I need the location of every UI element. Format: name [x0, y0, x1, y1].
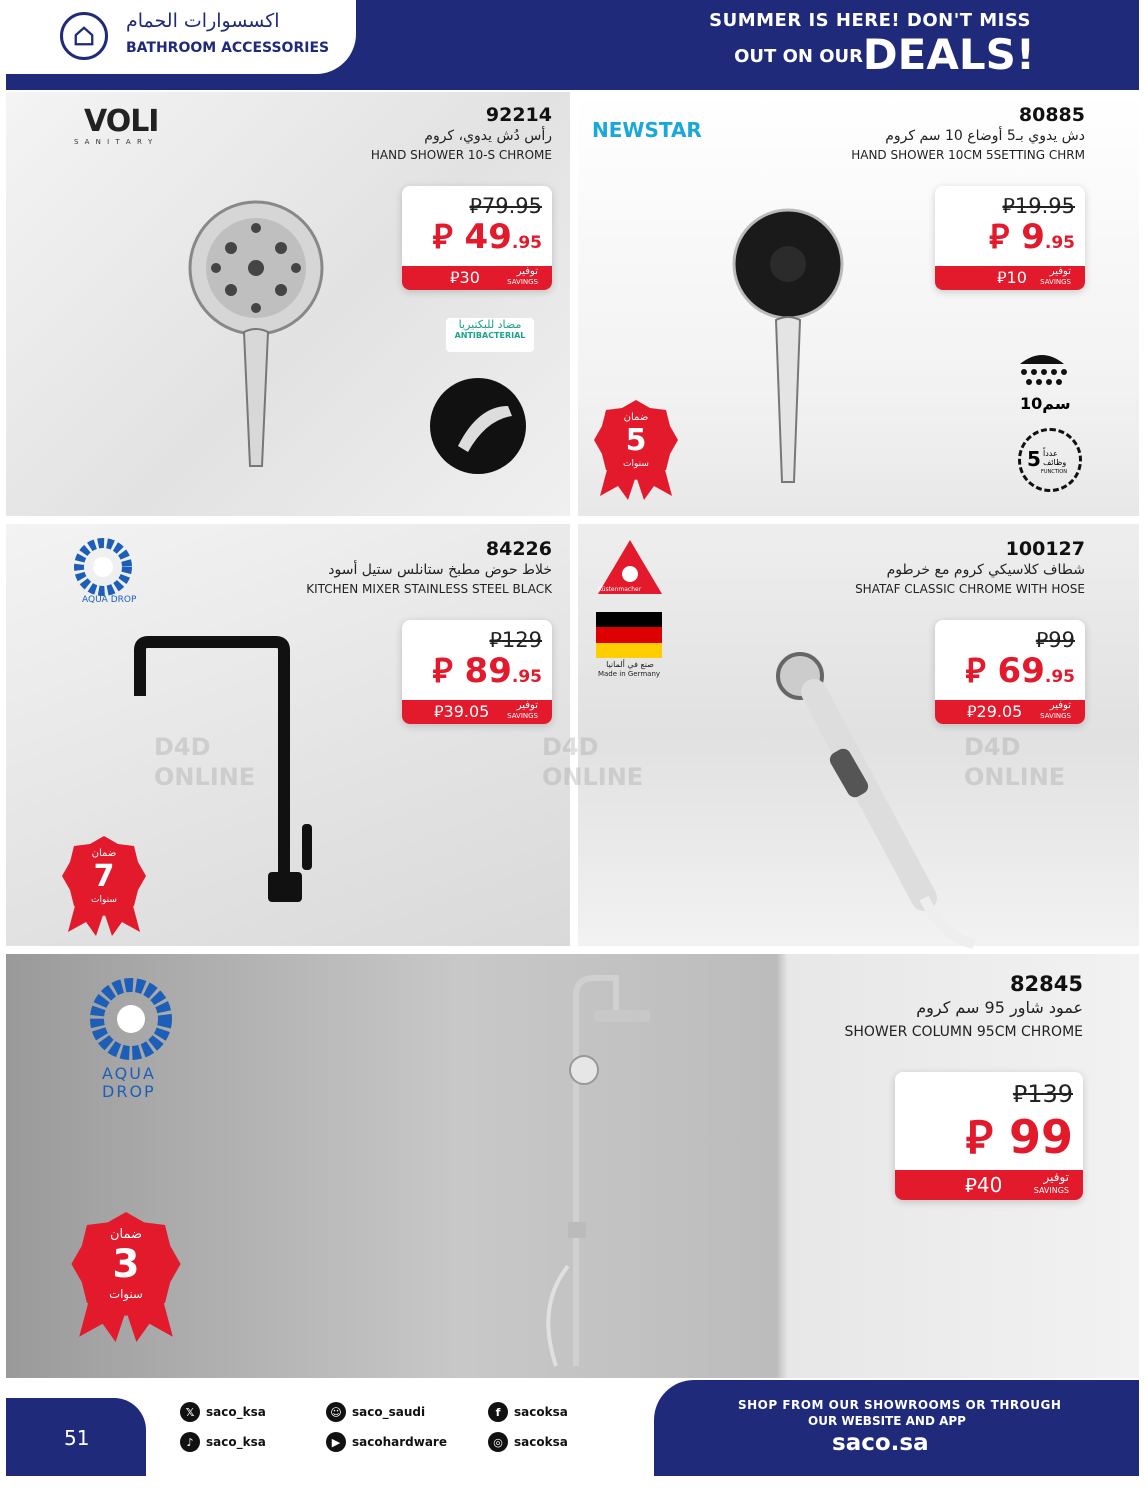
savings-label-en: SAVINGS [1033, 1186, 1069, 1195]
old-price: ⃁129 [489, 628, 542, 652]
social-handle: sacoksa [514, 1405, 568, 1419]
product-name-ar: رأس دُش يدوي، كروم [424, 128, 552, 144]
watermark: D4D ONLINE [964, 733, 1066, 791]
warranty-label-bottom: سنوات [623, 459, 649, 469]
hand-shower-image [728, 210, 848, 490]
warranty-number: 5 [625, 423, 647, 458]
savings-label-ar: توفير [1049, 700, 1071, 711]
social-handle: saco_ksa [206, 1405, 266, 1419]
savings-bar [895, 1170, 1083, 1200]
product-card-82845[interactable] [6, 954, 1139, 1378]
promo-line-2: OUT ON OUR [734, 46, 863, 67]
product-card-80885[interactable] [578, 92, 1139, 516]
product-sku: 82845 [1009, 972, 1083, 996]
functions-ar: عدداً وظائف [1043, 449, 1067, 467]
aqua-drop-logo [90, 978, 172, 1060]
website-link[interactable]: saco.sa [832, 1430, 929, 1456]
product-name-en: KITCHEN MIXER STAINLESS STEEL BLACK [306, 582, 552, 596]
category-title-en: BATHROOM ACCESSORIES [126, 40, 330, 56]
savings-label-en: SAVINGS [507, 278, 538, 286]
functions-en: FUNCTION [1041, 469, 1067, 475]
product-name-en: SHOWER COLUMN 95CM CHROME [844, 1024, 1083, 1040]
home-icon[interactable] [60, 12, 108, 60]
new-price: ⃁ 9.95 [989, 217, 1075, 257]
savings-bar [935, 266, 1085, 290]
drop-text: DROP [102, 1082, 156, 1101]
functions-number: 5 [1027, 447, 1041, 471]
product-card-100127[interactable] [542, 524, 1139, 946]
savings-label-ar: توفير [1043, 1170, 1069, 1184]
social-x[interactable] [180, 1402, 266, 1422]
savings-amount: ⃁29.05 [967, 702, 1023, 721]
social-handle: sacoksa [514, 1435, 568, 1449]
price-card [402, 620, 552, 724]
brand-voli-logo: VOLI [84, 104, 159, 139]
price-card [935, 186, 1085, 290]
old-price: ⃁99 [1035, 628, 1075, 652]
new-price: ⃁ 49.95 [432, 217, 542, 257]
savings-bar [402, 700, 552, 724]
made-in-en: Made in Germany [597, 670, 661, 678]
antibacterial-badge [446, 318, 534, 352]
social-handle: sacohardware [352, 1435, 447, 1449]
price-card [935, 620, 1085, 724]
savings-label-ar: توفير [516, 266, 538, 277]
brand-voli-sub: S A N I T A R Y [74, 138, 155, 146]
promo-deals: DEALS! [862, 30, 1035, 79]
kustenmacher-label: Küstenmacher [598, 586, 642, 593]
aqua-drop-logo [76, 540, 130, 594]
warranty-3-years-badge [66, 1212, 186, 1342]
price-card [895, 1072, 1083, 1200]
product-card-84226[interactable] [6, 524, 570, 946]
warranty-label-top: ضمان [91, 848, 117, 859]
product-card-92214[interactable] [6, 92, 570, 516]
product-name-en: HAND SHOWER 10-S CHROME [370, 148, 552, 162]
functions-gear-icon [1018, 428, 1082, 492]
warranty-number: 3 [112, 1242, 140, 1287]
savings-amount: ⃁10 [997, 268, 1027, 287]
warranty-number: 7 [93, 859, 115, 894]
social-instagram[interactable] [488, 1432, 568, 1452]
product-sku: 84226 [485, 538, 552, 560]
savings-label-ar: توفير [516, 700, 538, 711]
facebook-icon: f [488, 1402, 508, 1422]
warranty-5-years-badge [594, 400, 678, 500]
antibacterial-en: ANTIBACTERIAL [454, 331, 526, 340]
tiktok-icon: ♪ [180, 1432, 200, 1452]
promo-line-1: SUMMER IS HERE! DON'T MISS [709, 10, 1031, 31]
warranty-7-years-badge [62, 836, 146, 936]
warranty-label-bottom: سنوات [91, 895, 117, 905]
instagram-icon: ◎ [488, 1432, 508, 1452]
old-price: ⃁19.95 [1002, 194, 1075, 218]
made-in-ar: صنع في ألمانيا [606, 660, 654, 669]
antibacterial-ar: مضاد للبكتيريا [458, 318, 522, 331]
aqua-text: AQUA [102, 1064, 156, 1083]
new-price: ⃁ 89.95 [432, 651, 542, 691]
watermark: D4D ONLINE [542, 733, 644, 791]
savings-amount: ⃁30 [450, 268, 480, 287]
product-name-ar: دش يدوي بـ5 أوضاع 10 سم كروم [885, 128, 1085, 144]
product-name-ar: عمود شاور 95 سم كروم [916, 998, 1083, 1017]
category-title-ar: اكسسوارات الحمام [126, 10, 280, 32]
new-price: ⃁ 99 [965, 1110, 1073, 1164]
page-number: 51 [6, 1398, 146, 1476]
social-youtube[interactable] [326, 1432, 447, 1452]
shop-line-1: SHOP FROM OUR SHOWROOMS OR THROUGH [738, 1398, 1062, 1412]
social-facebook[interactable] [488, 1402, 568, 1422]
savings-label-en: SAVINGS [1040, 712, 1071, 720]
savings-label-en: SAVINGS [507, 712, 538, 720]
warranty-label-bottom: سنوات [109, 1286, 143, 1301]
product-sku: 92214 [485, 104, 552, 126]
social-tiktok[interactable] [180, 1432, 266, 1452]
youtube-icon: ▶ [326, 1432, 346, 1452]
savings-bar [402, 266, 552, 290]
x-icon: 𝕏 [180, 1402, 200, 1422]
brand-newstar-logo: NEWSTAR [592, 118, 702, 142]
product-sku: 80885 [1018, 104, 1085, 126]
hand-shower-image [186, 198, 326, 478]
shower-column-image [516, 966, 666, 1376]
savings-label-en: SAVINGS [1040, 278, 1071, 286]
shop-line-2: OUR WEBSITE AND APP [808, 1414, 966, 1428]
old-price: ⃁139 [1012, 1080, 1073, 1108]
social-handle: saco_saudi [352, 1405, 426, 1419]
footer-shop-banner [654, 1380, 1139, 1476]
product-name-ar: شطاف كلاسيكي كروم مع خرطوم [886, 562, 1085, 578]
warranty-label-top: ضمان [623, 412, 649, 423]
snapchat-icon: ☺ [326, 1402, 346, 1422]
savings-amount: ⃁39.05 [434, 702, 490, 721]
savings-bar [935, 700, 1085, 724]
watermark: D4D ONLINE [154, 733, 256, 791]
product-name-en: SHATAF CLASSIC CHROME WITH HOSE [855, 582, 1085, 596]
social-handle: saco_ksa [206, 1435, 266, 1449]
aqua-drop-text: AQUA DROP [82, 595, 137, 605]
warranty-label-top: ضمان [109, 1227, 143, 1242]
product-name-ar: خلاط حوض مطبخ ستانلس ستيل أسود [328, 562, 552, 578]
savings-label-ar: توفير [1049, 266, 1071, 277]
size-label: 10سم [1020, 394, 1071, 413]
savings-amount: ⃁40 [965, 1173, 1003, 1197]
new-price: ⃁ 69.95 [965, 651, 1075, 691]
spray-detail-image [428, 376, 528, 476]
social-snapchat[interactable] [326, 1402, 425, 1422]
shower-spray-icon [1010, 346, 1074, 390]
category-header [6, 0, 356, 74]
product-sku: 100127 [1005, 538, 1085, 560]
old-price: ⃁79.95 [469, 194, 542, 218]
germany-flag-icon [596, 612, 662, 658]
product-name-en: HAND SHOWER 10CM 5SETTING CHRM [851, 148, 1085, 162]
price-card [402, 186, 552, 290]
